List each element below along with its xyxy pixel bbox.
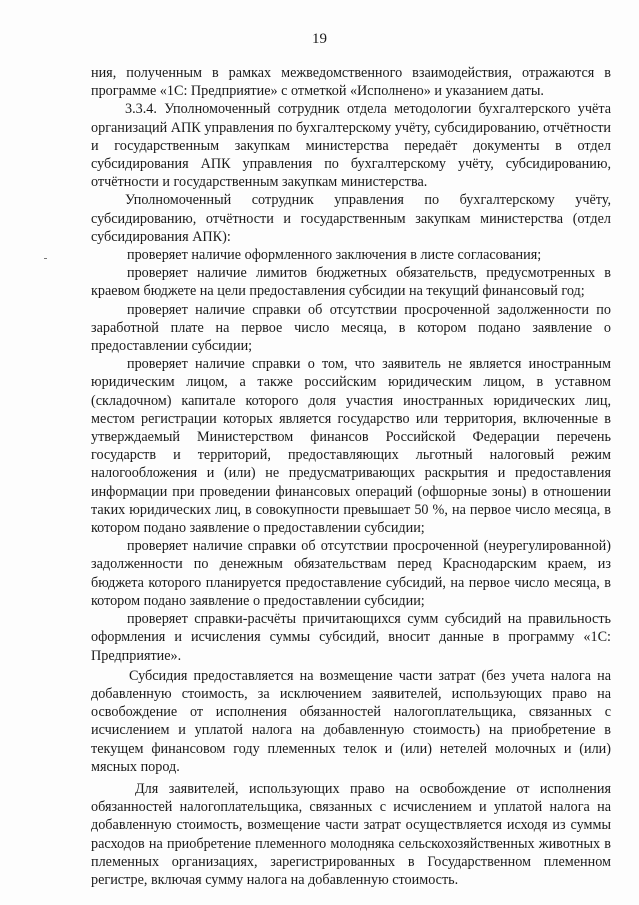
checklist-item-regional-debt: проверяет наличие справки об отсутствии просроченной (неурегулированной) задолженности по денежным обязательствам перед Краснодарским краем, из бюджета которого планируется предоставление субсидий, на первое число месяца, в котором подано заявление о предоставлении субсидии; <box>91 538 611 609</box>
checklist-item-approval: проверяет наличие оформленного заключения в листе согласования; <box>127 247 542 264</box>
paragraph-subsidy-purpose: Субсидия предоставляется на возмещение части затрат (без учета налога на добавленную стоимость, за исключением заявителей, использующих право на освобождение от исполнения обязанностей налогоплательщика, связанных с исчислением и уплатой налога на добавленную стоимость) на приобретение в текущем финансовом году племенных телок и (или) нетелей молочных и (или) мясных пород. <box>91 667 611 775</box>
paragraph-vat-exempt: Для заявителей, использующих право на освобождение от исполнения обязанностей налогоплательщика, связанных с исчислением и уплатой налога на добавленную стоимость, возмещение части затрат осуществляется исходя из суммы расходов на приобретение племенного молодняка сельскохозяйственных животных в племенных организациях, зарегистрированных в Государственном племенном регистре, включая сумму налога на добавленную стоимость. <box>91 780 611 888</box>
paragraph-section-3-3-4: 3.3.4. Уполномоченный сотрудник отдела методологии бухгалтерского учёта организаций АПК управления по бухгалтерскому учёту, субсидированию, отчётности и государственным закупкам министерства передаёт документы в отдел субсидирования АПК управления по бухгалтерскому учёту, субсидированию, отчётности и государственным закупкам министерства. <box>91 101 611 191</box>
checklist-item-foreign-entity: проверяет наличие справки о том, что заявитель не является иностранным юридическим лицом, а также российским юридическим лицом, в уставном (складочном) капитале которого доля участия иностранных юридических лиц, местом регистрации которых является государство или территория, включенные в утверждаемый Министерством финансов Российской Федерации перечень государств и территорий, предоставляющих льготный налоговый режим налогообложения и (или) не предусматривающих раскрытия и предоставления информации при проведении финансовых операций (офшорные зоны) в отношении таких юридических лиц, в совокупности превышает 50 %, на первое число месяца, в котором подано заявление о предоставлении субсидии; <box>91 356 611 537</box>
checklist-item-budget-limits: проверяет наличие лимитов бюджетных обязательств, предусмотренных в краевом бюджете на цели предоставления субсидии на текущий финансовый год; <box>91 265 611 300</box>
page-number: 19 <box>312 31 327 47</box>
document-body <box>91 64 611 889</box>
scan-artifact <box>44 258 47 259</box>
paragraph-continuation: ния, полученным в рамках межведомственного взаимодействия, отражаются в программе «1С: Предприятие» с отметкой «Исполнено» и указанием даты. <box>91 65 611 100</box>
checklist-item-calculations: проверяет справки-расчёты причитающихся сумм субсидий на правильность оформления и исчисления суммы субсидий, вносит данные в программу «1С: Предприятие». <box>91 611 611 664</box>
paragraph-authorized-employee: Уполномоченный сотрудник управления по бухгалтерскому учёту, субсидированию, отчётности и государственным закупкам министерства (отдел субсидирования АПК): <box>91 192 611 245</box>
checklist-item-salary-debt: проверяет наличие справки об отсутствии просроченной задолженности по заработной плате на первое число месяца, в котором подано заявление о предоставлении субсидии; <box>91 301 611 355</box>
